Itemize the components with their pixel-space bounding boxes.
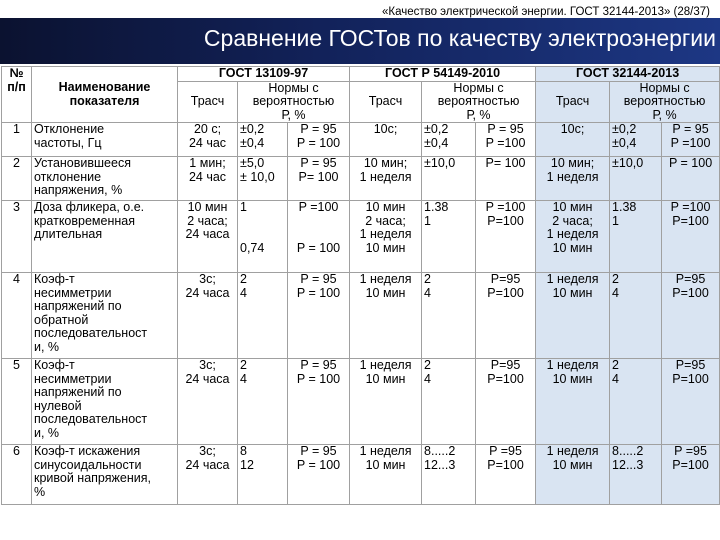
header-num bbox=[2, 67, 32, 123]
cell-line: P =100 bbox=[485, 200, 526, 214]
cell-g2-t bbox=[350, 123, 422, 157]
cell-line: P=100 bbox=[672, 457, 709, 472]
cell-g2-t bbox=[350, 273, 422, 359]
table-row bbox=[2, 359, 720, 445]
header-name bbox=[32, 67, 178, 123]
cell-line: 2 bbox=[424, 272, 431, 286]
cell-g1-t bbox=[178, 359, 238, 445]
cell-g1-v bbox=[238, 157, 288, 201]
indicator-name-line: и, % bbox=[34, 339, 60, 354]
indicator-name-line: длительная bbox=[34, 227, 103, 241]
cell-g3-t bbox=[536, 123, 610, 157]
indicator-name-line: кривой напряжения, bbox=[34, 471, 151, 485]
cell-line: 1 неделя bbox=[546, 358, 599, 372]
header-tras: Трасч bbox=[178, 81, 238, 123]
cell-g3-p bbox=[662, 445, 720, 505]
cell-line: 20 с; bbox=[193, 122, 222, 136]
cell-line: ±0,4 bbox=[612, 135, 637, 150]
header-num-line: № bbox=[9, 66, 24, 80]
cell-line: 1 неделя bbox=[546, 169, 599, 184]
cell-line: 4 bbox=[424, 371, 431, 386]
header-norms-line: Р, % bbox=[281, 107, 306, 122]
cell-line: 2 bbox=[612, 272, 619, 286]
header-norms-line: вероятностью bbox=[252, 94, 335, 108]
cell-g3-p bbox=[662, 359, 720, 445]
cell-g2-t bbox=[350, 359, 422, 445]
cell-g3-v bbox=[610, 201, 662, 273]
cell-line: P = 95 bbox=[300, 122, 337, 136]
cell-g2-v bbox=[422, 273, 476, 359]
cell-g1-p bbox=[288, 445, 350, 505]
cell-g2-t bbox=[350, 157, 422, 201]
cell-line: ± 10,0 bbox=[240, 169, 275, 184]
row-number: 2 bbox=[2, 157, 32, 201]
table-body bbox=[2, 123, 720, 505]
indicator-name-line: Коэф-т bbox=[34, 358, 75, 372]
row-number: 3 bbox=[2, 201, 32, 273]
cell-line: 3с; bbox=[199, 444, 216, 458]
row-number: 1 bbox=[2, 123, 32, 157]
cell-line: 4 bbox=[240, 371, 247, 386]
cell-line: 12 bbox=[240, 457, 254, 472]
cell-g3-p bbox=[662, 201, 720, 273]
cell-g3-p bbox=[662, 123, 720, 157]
cell-line: 8 bbox=[240, 444, 247, 458]
cell-line bbox=[290, 215, 347, 229]
indicator-name-line: последовательност bbox=[34, 412, 148, 426]
cell-g1-v bbox=[238, 359, 288, 445]
header-norms bbox=[422, 81, 536, 123]
cell-line: 2 часа; bbox=[187, 213, 228, 228]
cell-line: P = 100 bbox=[296, 371, 341, 386]
cell-line: 2 bbox=[424, 358, 431, 372]
cell-line: 10 мин bbox=[552, 200, 593, 214]
cell-line: 10 мин bbox=[552, 371, 593, 386]
cell-g1-p bbox=[288, 157, 350, 201]
cell-line: 10 мин bbox=[552, 240, 593, 255]
cell-line: 1 неделя bbox=[546, 272, 599, 286]
cell-line: 1.38 bbox=[612, 200, 637, 214]
cell-line: ±10,0 bbox=[424, 156, 456, 170]
cell-line: 24 часа bbox=[185, 371, 230, 386]
table-row bbox=[2, 273, 720, 359]
row-number: 5 bbox=[2, 359, 32, 445]
cell-g2-v bbox=[422, 201, 476, 273]
indicator-name-line: кратковременная bbox=[34, 213, 136, 228]
table-row bbox=[2, 201, 720, 273]
cell-line: 10 мин; bbox=[363, 156, 408, 170]
cell-g1-t bbox=[178, 273, 238, 359]
cell-line: 4 bbox=[612, 371, 619, 386]
slide-title: Сравнение ГОСТов по качеству электроэнергии bbox=[203, 25, 716, 51]
indicator-name-line: синусоидальности bbox=[34, 457, 142, 472]
cell-g1-p bbox=[288, 201, 350, 273]
cell-line: 10 мин bbox=[552, 457, 593, 472]
cell-line: ±0,2 bbox=[240, 122, 265, 136]
cell-line: ±0,4 bbox=[424, 135, 449, 150]
header-norms bbox=[238, 81, 350, 123]
cell-line: P=95 bbox=[490, 272, 521, 286]
cell-line: P = 100 bbox=[668, 156, 713, 170]
cell-g3-t bbox=[536, 359, 610, 445]
cell-line bbox=[290, 228, 347, 242]
table-row bbox=[2, 157, 720, 201]
indicator-name bbox=[32, 123, 178, 157]
cell-line: ±0,4 bbox=[240, 135, 265, 150]
cell-line: 8.....2 bbox=[612, 444, 644, 458]
cell-line: 10с; bbox=[373, 122, 398, 136]
cell-g1-p bbox=[288, 123, 350, 157]
cell-g2-t bbox=[350, 445, 422, 505]
cell-line: P = 95 bbox=[300, 444, 337, 458]
cell-g3-t bbox=[536, 157, 610, 201]
cell-g3-v bbox=[610, 445, 662, 505]
cell-g2-v bbox=[422, 157, 476, 201]
indicator-name bbox=[32, 201, 178, 273]
cell-g3-p bbox=[662, 273, 720, 359]
header-norms-line: Р, % bbox=[652, 107, 677, 122]
cell-line: 24 часа bbox=[185, 227, 230, 241]
cell-line: 10 мин bbox=[552, 285, 593, 300]
indicator-name-line: несимметрии bbox=[34, 371, 112, 386]
indicator-name-line: последовательност bbox=[34, 326, 148, 340]
cell-g1-p bbox=[288, 273, 350, 359]
cell-g3-t bbox=[536, 273, 610, 359]
indicator-name-line: Доза фликера, о.е. bbox=[34, 200, 145, 214]
cell-line: P=95 bbox=[490, 358, 521, 372]
cell-line: 1.38 bbox=[424, 200, 449, 214]
cell-line: 2 bbox=[240, 358, 247, 372]
indicator-name-line: напряжений по bbox=[34, 385, 122, 399]
cell-line: P = 95 bbox=[300, 272, 337, 286]
comparison-table bbox=[1, 66, 720, 505]
cell-g1-t bbox=[178, 445, 238, 505]
cell-line: P = 95 bbox=[300, 358, 337, 372]
header-gost-13109: ГОСТ 13109-97 bbox=[178, 67, 350, 82]
indicator-name bbox=[32, 157, 178, 201]
indicator-name bbox=[32, 273, 178, 359]
cell-line: P =100 bbox=[298, 200, 339, 214]
cell-g3-v bbox=[610, 123, 662, 157]
cell-g3-v bbox=[610, 273, 662, 359]
cell-line: P = 95 bbox=[672, 122, 709, 136]
cell-line: 1 неделя bbox=[546, 444, 599, 458]
cell-line: P =100 bbox=[670, 200, 711, 214]
cell-line: 24 час bbox=[188, 135, 227, 150]
cell-line: 3с; bbox=[199, 272, 216, 286]
cell-line: P =100 bbox=[485, 135, 526, 150]
cell-line: 1 неделя bbox=[359, 272, 412, 286]
indicator-name-line: Установившееся bbox=[34, 156, 131, 170]
cell-line: P =95 bbox=[674, 444, 707, 458]
cell-line: P = 100 bbox=[296, 285, 341, 300]
indicator-name-line: обратной bbox=[34, 312, 89, 327]
cell-line bbox=[240, 215, 285, 229]
cell-line: 10 мин bbox=[365, 285, 406, 300]
indicator-name bbox=[32, 445, 178, 505]
cell-line: 10 мин bbox=[365, 371, 406, 386]
cell-line: P= 100 bbox=[298, 169, 339, 184]
cell-g3-t bbox=[536, 445, 610, 505]
cell-line: P =95 bbox=[489, 444, 522, 458]
cell-line: 3с; bbox=[199, 358, 216, 372]
cell-line: 1 неделя bbox=[359, 227, 412, 241]
cell-line: P = 95 bbox=[487, 122, 524, 136]
header-tras: Трасч bbox=[350, 81, 422, 123]
header-tras: Трасч bbox=[536, 81, 610, 123]
indicator-name-line: напряжения, % bbox=[34, 183, 123, 197]
cell-line: 1 неделя bbox=[359, 444, 412, 458]
cell-line: P=100 bbox=[487, 285, 524, 300]
table-row bbox=[2, 123, 720, 157]
cell-g2-p bbox=[476, 445, 536, 505]
header-norms-line: Нормы с bbox=[453, 80, 504, 95]
cell-line: ±0,2 bbox=[612, 122, 637, 136]
indicator-name-line: Коэф-т искажения bbox=[34, 444, 141, 458]
cell-line: P= 100 bbox=[485, 156, 526, 170]
cell-line: P=100 bbox=[672, 285, 709, 300]
cell-g1-t bbox=[178, 201, 238, 273]
cell-g2-v bbox=[422, 123, 476, 157]
cell-line: 10 мин bbox=[187, 200, 228, 214]
cell-line: P = 100 bbox=[296, 457, 341, 472]
row-number: 6 bbox=[2, 445, 32, 505]
cell-g2-v bbox=[422, 445, 476, 505]
header-name-line: показателя bbox=[69, 93, 140, 108]
cell-line: 10с; bbox=[560, 122, 585, 136]
header-num-line: п/п bbox=[7, 79, 26, 94]
cell-g1-v bbox=[238, 273, 288, 359]
indicator-name-line: напряжений по bbox=[34, 299, 122, 313]
cell-line: 4 bbox=[240, 285, 247, 300]
cell-line: 10 мин; bbox=[550, 156, 595, 170]
cell-line: 24 часа bbox=[185, 457, 230, 472]
cell-line bbox=[240, 228, 285, 242]
cell-g2-p bbox=[476, 201, 536, 273]
cell-g2-p bbox=[476, 157, 536, 201]
cell-line: ±5,0 bbox=[240, 156, 265, 170]
cell-g3-p bbox=[662, 157, 720, 201]
cell-line: P=100 bbox=[487, 457, 524, 472]
header-norms bbox=[610, 81, 720, 123]
cell-line: P=100 bbox=[672, 213, 709, 228]
cell-line: 10 мин bbox=[365, 240, 406, 255]
cell-line: 12...3 bbox=[612, 457, 644, 472]
row-number: 4 bbox=[2, 273, 32, 359]
cell-g1-p bbox=[288, 359, 350, 445]
indicator-name-line: несимметрии bbox=[34, 285, 112, 300]
indicator-name-line: и, % bbox=[34, 425, 60, 440]
cell-line: 1 неделя bbox=[359, 169, 412, 184]
cell-g1-v bbox=[238, 123, 288, 157]
cell-g1-v bbox=[238, 445, 288, 505]
slide-caption: «Качество электрической энергии. ГОСТ 32144-2013» (28/37) bbox=[381, 6, 710, 18]
header-norms-line: Нормы с bbox=[639, 80, 690, 95]
cell-line: P=95 bbox=[675, 272, 706, 286]
cell-line: 0,74 bbox=[240, 240, 265, 255]
header-name-line: Наименование bbox=[58, 80, 151, 94]
cell-line: 4 bbox=[612, 285, 619, 300]
cell-g1-t bbox=[178, 123, 238, 157]
cell-g2-p bbox=[476, 123, 536, 157]
cell-line: ±10,0 bbox=[612, 156, 644, 170]
header-norms-line: Р, % bbox=[466, 107, 491, 122]
cell-line: 1 мин; bbox=[189, 156, 226, 170]
cell-g3-v bbox=[610, 157, 662, 201]
cell-line: 2 часа; bbox=[552, 213, 593, 228]
title-bar bbox=[0, 18, 720, 64]
cell-g2-v bbox=[422, 359, 476, 445]
cell-line: 10 мин bbox=[365, 457, 406, 472]
cell-line: 12...3 bbox=[424, 457, 456, 472]
header-gost-54149: ГОСТ Р 54149-2010 bbox=[350, 67, 536, 82]
cell-line: P=95 bbox=[675, 358, 706, 372]
cell-line: ±0,2 bbox=[424, 122, 449, 136]
cell-g1-t bbox=[178, 157, 238, 201]
indicator-name-line: Коэф-т bbox=[34, 272, 75, 286]
cell-g2-p bbox=[476, 273, 536, 359]
cell-line: 24 часа bbox=[185, 285, 230, 300]
cell-line: 1 bbox=[424, 213, 431, 228]
cell-g1-v bbox=[238, 201, 288, 273]
cell-line: 1 неделя bbox=[359, 358, 412, 372]
indicator-name bbox=[32, 359, 178, 445]
header-gost-32144: ГОСТ 32144-2013 bbox=[536, 67, 720, 82]
cell-line: 24 час bbox=[188, 169, 227, 184]
indicator-name-line: Отклонение bbox=[34, 122, 105, 136]
cell-line: P = 100 bbox=[296, 135, 341, 150]
cell-line: 1 bbox=[240, 200, 247, 214]
cell-line: P =100 bbox=[670, 135, 711, 150]
cell-line: P = 100 bbox=[296, 240, 341, 255]
cell-line: 1 bbox=[612, 213, 619, 228]
cell-line: P=100 bbox=[487, 213, 524, 228]
table-row bbox=[2, 445, 720, 505]
header-norms-line: вероятностью bbox=[623, 94, 706, 108]
cell-line: 10 мин bbox=[365, 200, 406, 214]
cell-line: 2 bbox=[612, 358, 619, 372]
cell-line: 1 неделя bbox=[546, 227, 599, 241]
indicator-name-line: частоты, Гц bbox=[34, 135, 102, 150]
cell-g3-t bbox=[536, 201, 610, 273]
header-norms-line: Нормы с bbox=[268, 80, 319, 95]
cell-g2-p bbox=[476, 359, 536, 445]
header-row-gost bbox=[2, 67, 720, 82]
cell-line: 2 bbox=[240, 272, 247, 286]
cell-line: P = 95 bbox=[300, 156, 337, 170]
cell-line: P=100 bbox=[487, 371, 524, 386]
cell-g3-v bbox=[610, 359, 662, 445]
indicator-name-line: % bbox=[34, 484, 46, 499]
cell-line: 4 bbox=[424, 285, 431, 300]
cell-line: P=100 bbox=[672, 371, 709, 386]
cell-g2-t bbox=[350, 201, 422, 273]
indicator-name-line: нулевой bbox=[34, 398, 82, 413]
cell-line: 2 часа; bbox=[365, 213, 406, 228]
header-norms-line: вероятностью bbox=[437, 94, 520, 108]
cell-line: 8.....2 bbox=[424, 444, 456, 458]
indicator-name-line: отклонение bbox=[34, 169, 102, 184]
